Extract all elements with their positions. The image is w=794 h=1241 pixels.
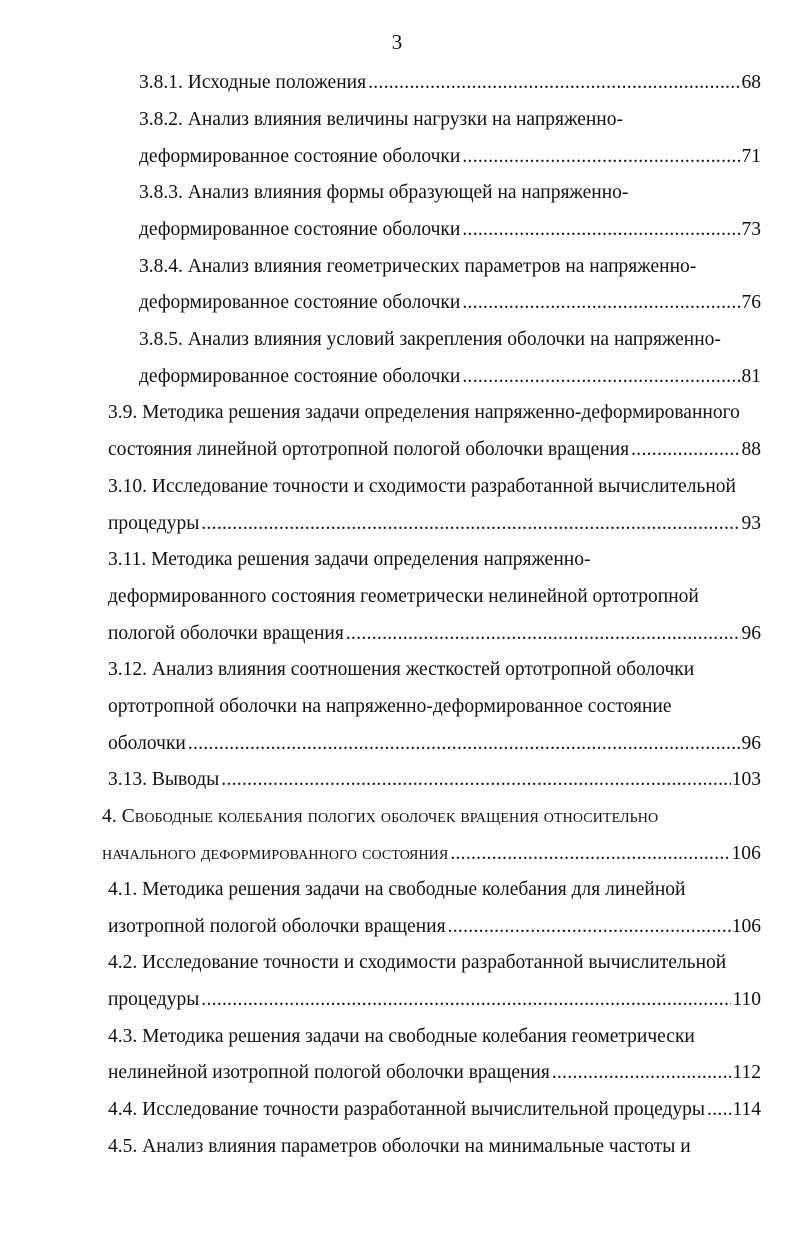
leader-dots: [188, 729, 741, 759]
toc-entry-4-2-cont[interactable]: [108, 985, 761, 1015]
toc-page-number: 114: [732, 1099, 761, 1120]
toc-entry-4-3[interactable]: [108, 1022, 695, 1052]
toc-entry-3-8-3-cont[interactable]: [139, 215, 761, 245]
toc-page-number: 68: [741, 72, 761, 93]
toc-page-number: 106: [731, 843, 761, 864]
toc-entry-3-13[interactable]: [108, 765, 761, 795]
toc-entry-4-1-cont[interactable]: [108, 912, 761, 942]
toc-entry-title: пологой оболочки вращения: [108, 623, 344, 644]
toc-entry-title: 3.12. Анализ влияния соотношения жесткостей ортотропной оболочки: [108, 659, 695, 680]
toc-page-number: 88: [741, 439, 761, 460]
toc-entry-title: 3.11. Методика решения задачи определения напряженно-: [108, 549, 591, 570]
toc-entry-title: оболочки: [108, 733, 186, 754]
toc-entry-4-3-cont[interactable]: [108, 1058, 761, 1088]
toc-entry-3-8-2[interactable]: [139, 105, 623, 135]
toc-entry-title: процедуры: [108, 989, 200, 1010]
leader-dots: [462, 362, 740, 392]
toc-entry-title: изотропной пологой оболочки вращения: [108, 916, 446, 937]
leader-dots: [462, 215, 740, 245]
toc-entry-3-8-5-cont[interactable]: [139, 362, 761, 392]
toc-entry-3-11-cont[interactable]: [108, 582, 699, 612]
toc-entry-3-8-5[interactable]: [139, 325, 721, 355]
toc-entry-3-8-4[interactable]: [139, 252, 696, 282]
toc-page-number: 106: [731, 916, 761, 937]
toc-page-number: 93: [741, 513, 761, 534]
toc-entry-4-4[interactable]: [108, 1095, 761, 1125]
page-number: 3: [391, 30, 403, 54]
toc-entry-3-8-3[interactable]: [139, 178, 628, 208]
toc-page-number: 81: [741, 366, 761, 387]
leader-dots: [346, 619, 741, 649]
toc-entry-title: деформированного состояния геометрически нелинейной ортотропной: [108, 586, 699, 607]
leader-dots: [368, 68, 740, 98]
toc-entry-title: процедуры: [108, 513, 200, 534]
toc-entry-3-9-cont[interactable]: [108, 435, 761, 465]
leader-dots: [552, 1058, 732, 1088]
toc-page-number: 103: [731, 769, 761, 790]
toc-page-number: 96: [741, 623, 761, 644]
toc-entry-title: 3.8.5. Анализ влияния условий закрепления оболочки на напряженно-: [139, 329, 721, 350]
toc-entry-title: состояния линейной ортотропной пологой оболочки вращения: [108, 439, 630, 460]
toc-entry-title: 3.8.2. Анализ влияния величины нагрузки на напряженно-: [139, 109, 623, 130]
toc-page-number: 71: [741, 146, 761, 167]
toc-entry-title: 4.1. Методика решения задачи на свободные колебания для линейной: [108, 879, 686, 900]
toc-entry-3-8-4-cont[interactable]: [139, 288, 761, 318]
toc-entry-3-11[interactable]: [108, 545, 590, 575]
toc-entry-title: 4. Свободные колебания пологих оболочек вращения относительно: [102, 806, 659, 827]
toc-page-number: 112: [732, 1062, 761, 1083]
toc-entry-3-12-cont2[interactable]: [108, 729, 761, 759]
toc-entry-3-8-2-cont[interactable]: [139, 142, 761, 172]
toc-entry-title: ортотропной оболочки на напряженно-деформированное состояние: [108, 696, 672, 717]
toc-page-number: 96: [741, 733, 761, 754]
toc-entry-title: 4.4. Исследование точности разработанной вычислительной процедуры: [108, 1099, 706, 1120]
toc-entry-title: 3.8.1. Исходные положения: [139, 72, 367, 93]
leader-dots: [631, 435, 740, 465]
toc-entry-title: 4.2. Исследование точности и сходимости разработанной вычислительной: [108, 952, 727, 973]
toc-entry-title: начального деформированного состояния: [102, 843, 449, 864]
leader-dots: [462, 288, 740, 318]
toc-entry-title: нелинейной изотропной пологой оболочки вращения: [108, 1062, 550, 1083]
toc-entry-title: 3.13. Выводы: [108, 769, 220, 790]
toc-entry-3-12-cont[interactable]: [108, 692, 671, 722]
leader-dots: [201, 509, 740, 539]
toc-entry-title: 3.8.3. Анализ влияния формы образующей на напряженно-: [139, 182, 629, 203]
toc-entry-title: 3.9. Методика решения задачи определения напряженно-деформированного: [108, 402, 740, 423]
leader-dots: [707, 1095, 731, 1125]
toc-entry-title: 4.5. Анализ влияния параметров оболочки на минимальные частоты и: [108, 1136, 691, 1157]
toc-entry-4-1[interactable]: [108, 875, 685, 905]
leader-dots: [462, 142, 740, 172]
toc-page-number: 73: [741, 219, 761, 240]
toc-entry-title: деформированное состояние оболочки: [139, 219, 461, 240]
toc-entry-3-11-cont2[interactable]: [108, 619, 761, 649]
toc-entry-3-8-1[interactable]: [139, 68, 761, 98]
toc-entry-title: 4.3. Методика решения задачи на свободные колебания геометрически: [108, 1026, 695, 1047]
toc-entry-4-2[interactable]: [108, 948, 726, 978]
toc-entry-title: 3.8.4. Анализ влияния геометрических параметров на напряженно-: [139, 256, 697, 277]
toc-entry-title: деформированное состояние оболочки: [139, 292, 461, 313]
toc-page-number: 110: [732, 989, 761, 1010]
toc-entry-4-5[interactable]: [108, 1132, 691, 1162]
toc-entry-3-9[interactable]: [108, 398, 740, 428]
toc-entry-title: 3.10. Исследование точности и сходимости разработанной вычислительной: [108, 476, 736, 497]
toc-entry-title: деформированное состояние оболочки: [139, 366, 461, 387]
leader-dots: [221, 765, 730, 795]
toc-entry-3-10[interactable]: [108, 472, 736, 502]
toc-chapter-4[interactable]: [102, 802, 658, 832]
leader-dots: [201, 985, 731, 1015]
toc-entry-3-12[interactable]: [108, 655, 694, 685]
toc-entry-3-10-cont[interactable]: [108, 509, 761, 539]
toc-page-number: 76: [741, 292, 761, 313]
toc-chapter-4-cont[interactable]: [102, 839, 761, 869]
leader-dots: [448, 912, 731, 942]
leader-dots: [450, 839, 730, 869]
toc-entry-title: деформированное состояние оболочки: [139, 146, 461, 167]
